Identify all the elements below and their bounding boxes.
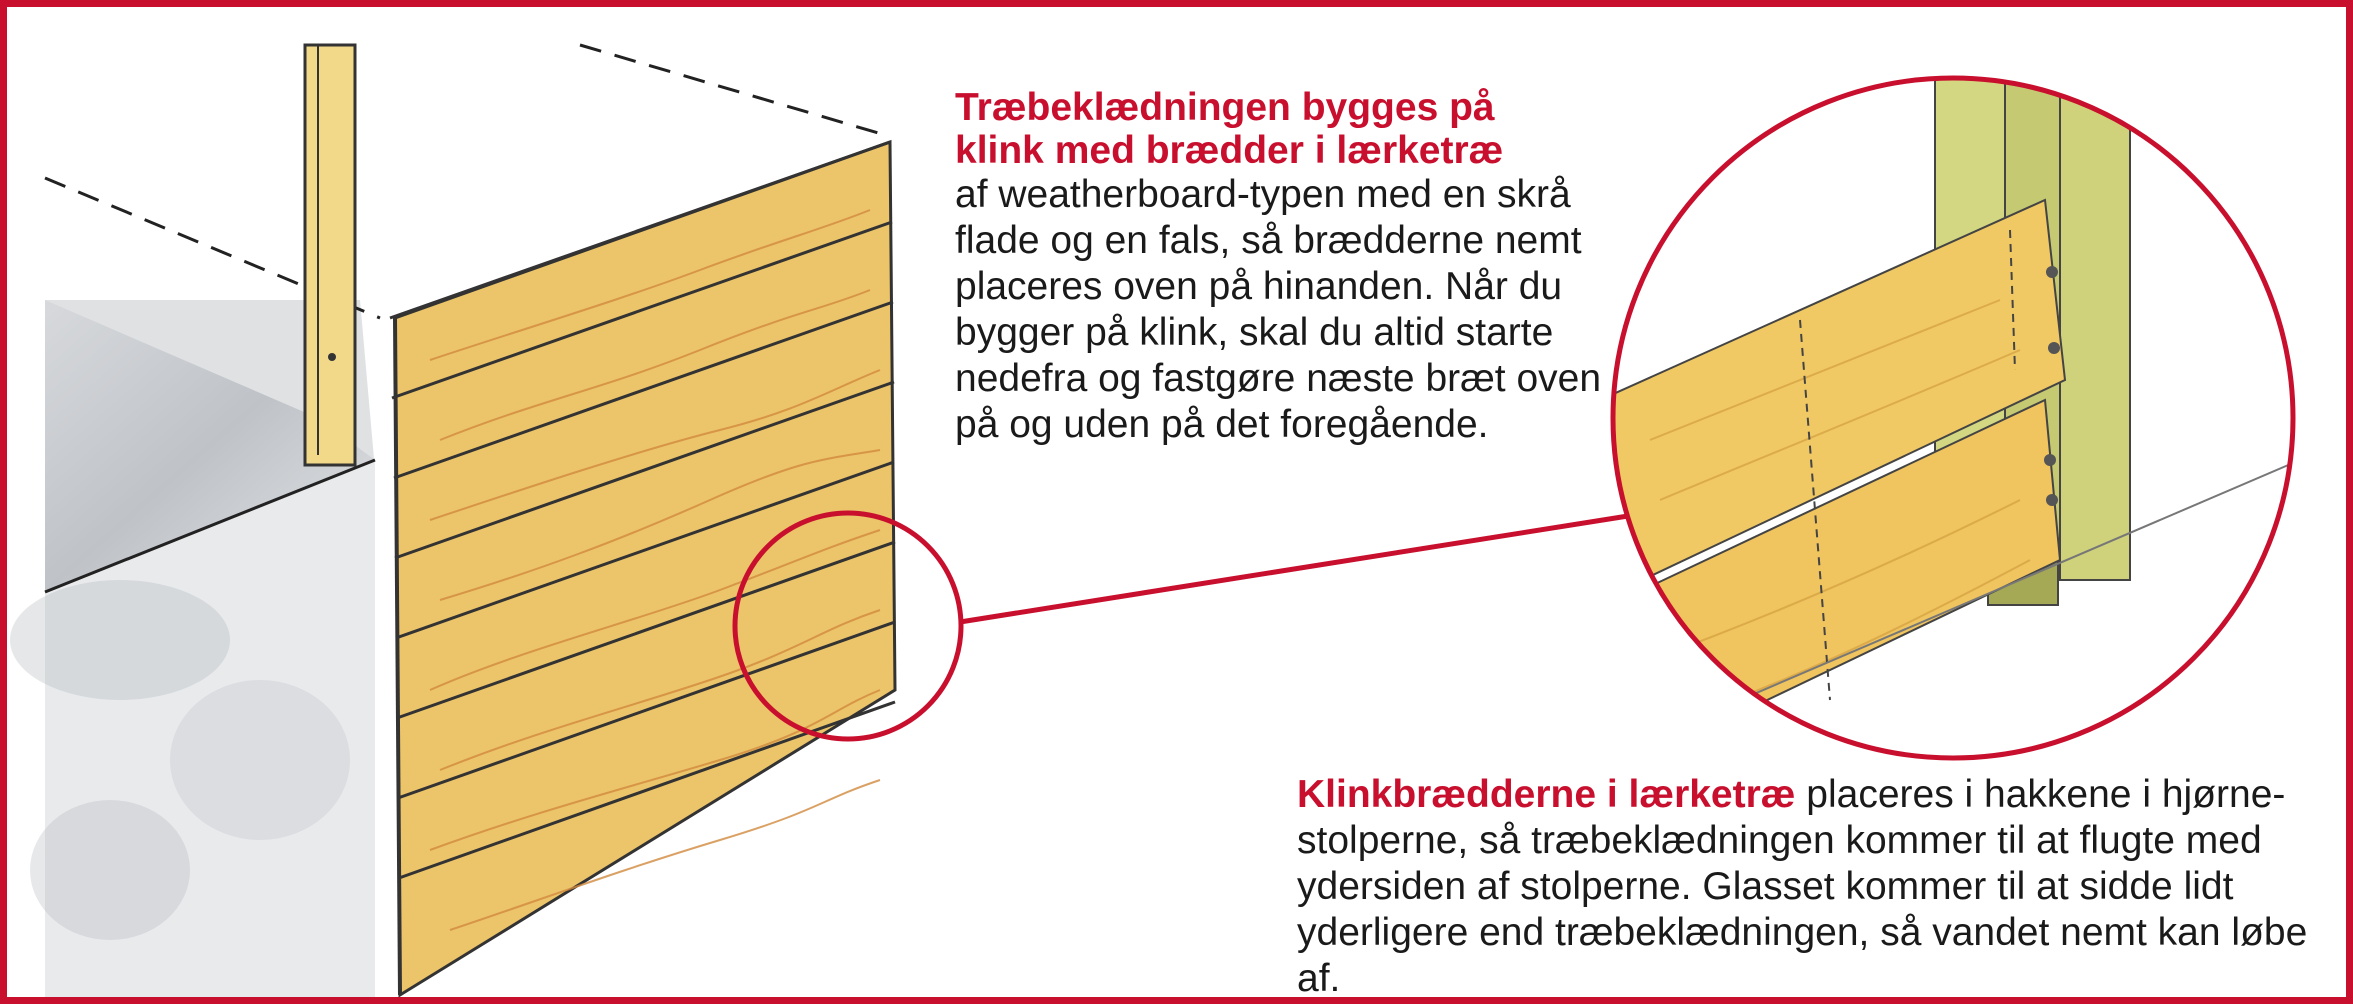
detail-view [1600, 60, 2320, 780]
title-note-heading-line1: Træbeklædningen bygges på [955, 86, 1495, 129]
detail-note-heading: Klinkbrædderne i lærketræ [1297, 773, 1796, 816]
clinker-wall [390, 142, 895, 995]
detail-note-body: placeres i hakkene i hjørne-stolperne, så træbeklædningen kommer til at flugte med ydersiden af stolperne. Glasset kommer til at sidde lidt yderligere end træbeklædningen, så vandet nemt kan løbe af. [1297, 773, 2308, 1000]
detail-note [1297, 772, 2317, 1002]
detail-connector-line [960, 516, 1628, 622]
title-note-heading-line2: klink med brædder i lærketræ [955, 129, 1504, 172]
title-note-body: af weatherboard-typen med en skrå flade og en fals, så brædderne nemt placeres oven på hinanden. Når du bygger på klink, skal du altid starte nedefra og fastgøre næste bræt oven på og uden på det foregående. [955, 173, 1602, 446]
corner-post [305, 45, 355, 465]
title-note [955, 86, 1605, 448]
